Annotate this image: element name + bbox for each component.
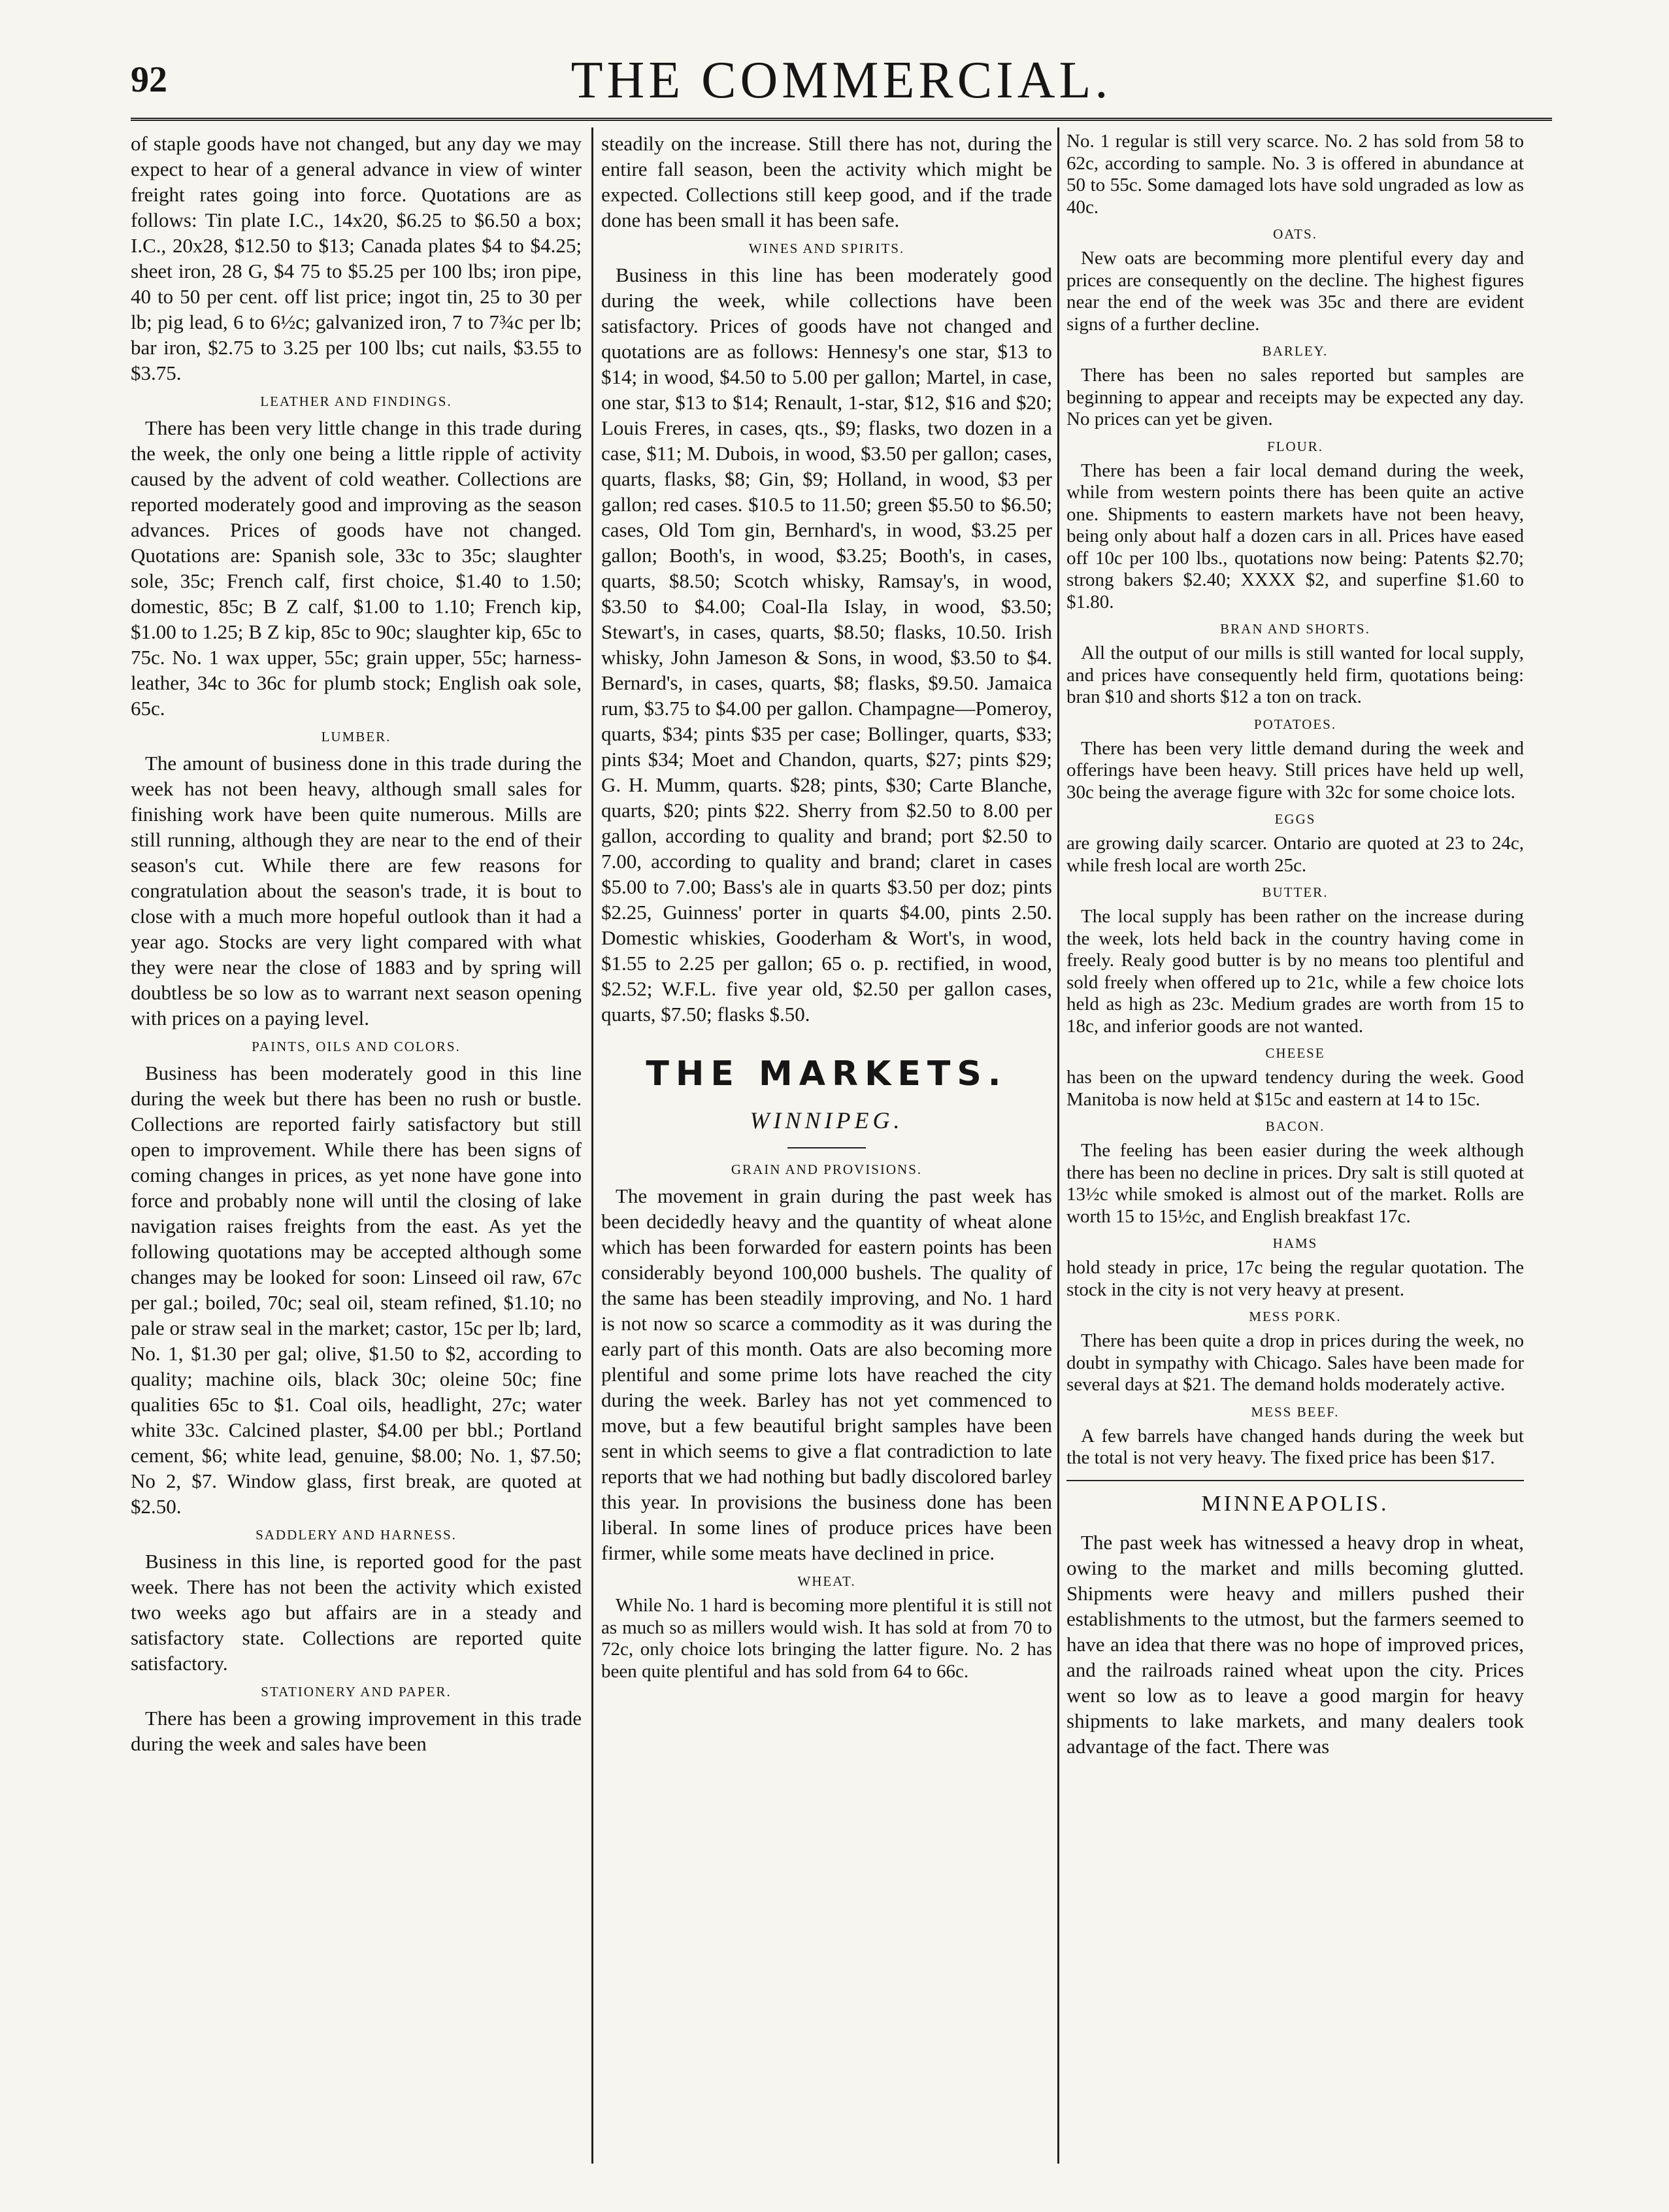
paragraph: steadily on the increase. Still there has not, during the entire fall season, been the activity which might be expected. Collections still keep good, and if the trade done has been small it has been safe.	[601, 132, 1052, 231]
paragraph: The movement in grain during the past week has been decidedly heavy and the quantity of wheat alone which has been forwarded for eastern points has been considerably beyond 100,000 bushels. The quality of the same has been steadily improving, and No. 1 hard is not now so scarce a commodity as it was during the early part of this month. Oats are also becoming more plentiful and some prime lots have reached the city during the week. Barley has not yet commenced to move, but a few beautiful bright samples have been sent in which seems to give a flat contradiction to late reports that we had nothing but badly discolored barley this year. In provisions the business done has been liberal. In some lines of produce prices have been firmer, while some meats have declined in price.	[601, 1184, 1052, 1564]
paragraph: Business in this line, is reported good for the past week. There has not been the activity which existed two weeks ago but affairs are in a steady and satisfactory state. Collections are reported quite satisfactory.	[131, 1550, 582, 1675]
paragraph: are growing daily scarcer. Ontario are quoted at 23 to 24c, while fresh local are worth 25c.	[1066, 833, 1524, 876]
section-heading: POTATOES.	[1253, 716, 1337, 732]
section-heading: BRAN AND SHORTS.	[1220, 621, 1370, 637]
section-heading: EGGS	[1274, 811, 1316, 827]
paragraph: There has been very little demand during the week and offerings have been heavy. Still prices have held up well, 30c being the average figure with 32c for some choice lots.	[1066, 737, 1524, 803]
column-1	[131, 131, 582, 2157]
paragraph: A few barrels have changed hands during the week but the total is not very heavy. The fixed price has been $17.	[1066, 1425, 1524, 1468]
paragraph: Business in this line has been moderately good during the week, while collections have been satisfactory. Prices of goods have not changed and quotations are as follows: Hennesy's one star, $13 to $14; in wood, $4.50 to 5.00 per gallon; Martel, in case, one star, $13 to $14; Renault, 1-star, $12, $16 and $20; Louis Freres, in cases, qts., $9; flasks, two dozen in a case, $11; M. Dubois, in wood, $3.50 per gallon; cases, quarts, flasks, $8; Gin, $9; Holland, in wood, $3 per gallon; red cases. $10.5 to 11.50; green $5.50 to $6.50; cases, Old Tom gin, Bernhard's, in wood, $3.25 per gallon; Booth's, in wood, $3.25; Booth's, in cases, quarts, $8.50; Scotch whisky, Ramsay's, in wood, $3.50 to $4.00; Coal-Ila Islay, in wood, $3.50; Stewart's, in cases, quarts, $8.50; flasks, 10.50. Irish whisky, John Jameson & Sons, in wood, $3.50 to $4. Bernard's, in cases, quarts, $8; flasks, $9.50. Jamaica rum, $3.75 to $4.00 per gallon. Champagne—Pomeroy, quarts, $34; pints $35 per case; Bollinger, quarts, $33; pints $34; Moet and Chandon, quarts, $27; pints $29; G. H. Mumm, quarts. $28; pints, $30; Carte Blanche, quarts, $20; pints $22. Sherry from $2.50 to 8.00 per gallon, according to quality and brand; port $2.50 to 7.00, according to quality and brand; claret in cases $5.00 to 7.00; Bass's ale in quarts $3.50 per doz; pints $2.25, Guinness' porter in quarts $4.00, pints 2.50. Domestic whiskies, Gooderham & Wort's, in wood, $1.55 to 2.25 per gallon; 65 o. p. rectified, in wood, $2.52; W.F.L. five year old, $2.50 per gallon cases, quarts, $7.50; flasks $.50.	[601, 263, 1052, 1026]
page-header	[131, 51, 1552, 110]
paragraph: The local supply has been rather on the increase during the week, lots held back in the country having come in freely. Realy good butter is by no means too plentiful and sold freely when offered up to 21c, while a few choice lots held as high as 23c. Medium grades are worth from 15 to 18c, and inferior goods are not wanted.	[1066, 906, 1524, 1037]
column-divider	[591, 127, 593, 2164]
section-heading: PAINTS, OILS AND COLORS.	[252, 1039, 461, 1054]
markets-heading: THE MARKETS.	[646, 1054, 1008, 1094]
section-heading: BACON.	[1265, 1118, 1325, 1134]
divider	[787, 1147, 866, 1148]
section-heading: LUMBER.	[321, 729, 391, 745]
paragraph: hold steady in price, 17c being the regular quotation. The stock in the city is not very heavy at present.	[1066, 1257, 1524, 1300]
publication-title: THE COMMERCIAL.	[570, 52, 1112, 109]
paragraph: The feeling has been easier during the week although there has been no decline in prices. Dry salt is still quoted at 13½c while smoked is almost out of the market. Rolls are worth 15 to 15½c, and English breakfast 17c.	[1066, 1140, 1524, 1227]
divider	[1066, 1480, 1524, 1481]
section-heading: LEATHER AND FINDINGS.	[260, 394, 452, 409]
paragraph: There has been no sales reported but samples are beginning to appear and receipts may be expected any day. No prices can yet be given.	[1066, 365, 1524, 429]
paragraph: There has been a growing improvement in this trade during the week and sales have been	[131, 1707, 582, 1755]
section-heading: HAMS	[1272, 1235, 1318, 1251]
paragraph: While No. 1 hard is becoming more plentiful it is still not as much so as millers would wish. It has sold at from 70 to 72c, only choice lots bringing the latter figure. No. 2 has been quite plentiful and has sold from 64 to 66c.	[601, 1595, 1052, 1682]
section-heading: FLOUR.	[1266, 438, 1324, 454]
section-heading: BUTTER.	[1262, 884, 1329, 900]
section-heading: BARLEY.	[1262, 343, 1329, 359]
section-heading: GRAIN AND PROVISIONS.	[731, 1162, 923, 1177]
paragraph: New oats are becomming more plentiful every day and prices are consequently on the decline. The highest figures near the end of the week was 35c and there are evident signs of a further decline.	[1066, 248, 1524, 335]
paragraph: has been on the upward tendency during the week. Good Manitoba is now held at $15c and eastern at 14 to 15c.	[1066, 1067, 1524, 1110]
paragraph: All the output of our mills is still wanted for local supply, and prices have consequently held firm, quotations being: bran $10 and shorts $12 a ton on track.	[1066, 643, 1524, 707]
paragraph: There has been very little change in this trade during the week, the only one being a little ripple of activity caused by the advent of cold weather. Collections are reported moderately good and improving as the season advances. Prices of goods have not changed. Quotations are: Spanish sole, 33c to 35c; slaughter sole, 35c; French calf, first choice, $1.40 to 1.50; domestic, 85c; B Z calf, $1.00 to 1.10; French kip, $1.00 to 1.25; B Z kip, 85c to 90c; slaughter kip, 65c to 75c. No. 1 wax upper, 55c; grain upper, 55c; harness-leather, 34c to 36c for plumb stock; English oak sole, 65c.	[131, 416, 582, 720]
section-heading: CHEESE	[1265, 1045, 1325, 1061]
section-heading: OATS.	[1273, 226, 1317, 242]
paragraph: No. 1 regular is still very scarce. No. 2 has sold from 58 to 62c, according to sample. No. 3 is offered in abundance at 50 to 55c. Some damaged lots have sold ungraded as low as 40c.	[1066, 131, 1524, 218]
section-heading: WHEAT.	[797, 1573, 856, 1589]
section-heading: MESS BEEF.	[1251, 1403, 1340, 1420]
paragraph: The amount of business done in this trade during the week has not been heavy, although small sales for finishing work have been quite numerous. Mills are still running, although they are near to the end of their season's cut. While there are few reasons for congratulation about the season's trade, it is bout to close with a much more hopeful outlook than it had a year ago. Stocks are very light compared with what they were near the close of 1883 and by spring will doubtless be so low as to warrant next season opening with prices on a paying level.	[131, 752, 582, 1030]
paragraph: of staple goods have not changed, but any day we may expect to hear of a general advance in view of winter freight rates going into force. Quotations are as follows: Tin plate I.C., 14x20, $6.25 to $6.50 a box; I.C., 20x28, $12.50 to $13; Canada plates $4 to $4.25; sheet iron, 28 G, $4 75 to $5.25 per 100 lbs; iron pipe, 40 to 50 per cent. off list price; ingot tin, 25 to 30 per lb; pig lead, 6 to 6½c; galvanized iron, 7 to 7¾c per lb; bar iron, $2.75 to 3.25 per 100 lbs; cut nails, $3.55 to $3.75.	[131, 132, 582, 384]
city-heading-winnipeg: WINNIPEG.	[750, 1107, 904, 1133]
section-heading: STATIONERY AND PAPER.	[261, 1684, 452, 1700]
paragraph: The past week has witnessed a heavy drop in wheat, owing to the market and mills becoming glutted. Shipments were heavy and millers pushed their establishments to the utmost, but the farmers seemed to have an idea that there was no hope of improved prices, and the railroads rained wheat upon the city. Prices went so low as to leave a good margin for heavy shipments to lake markets, and many dealers took advantage of the fact. There was	[1066, 1530, 1524, 1758]
column-2	[601, 131, 1052, 2157]
page-number: 92	[131, 59, 167, 100]
paragraph: Business has been moderately good in this line during the week but there has been no rush or bustle. Collections are reported fairly satisfactory but still open to improvement. While there has been signs of coming changes in prices, as yet none have gone into force and probably none will until the closing of lake navigation raises freights from the east. As yet the following quotations may be accepted although some changes may be looked for soon: Linseed oil raw, 67c per gal.; boiled, 70c; seal oil, steam refined, $1.10; no pale or straw seal in the market; castor, 15c per lb; lard, No. 1, $1.30 per gal; olive, $1.50 to $2, according to quality; machine oils, black 30c; oleine 50c; fine qualities 65c to $1. Coal oils, headlight, 27c; water white 33c. Calcined plaster, $4.00 per bbl.; Portland cement, $6; white lead, genuine, $8.00; No. 1, $7.50; No 2, $7. Window glass, first break, are quoted at $2.50.	[131, 1062, 582, 1518]
section-heading: MESS PORK.	[1249, 1309, 1342, 1324]
city-heading-minneapolis: MINNEAPOLIS.	[1201, 1491, 1389, 1516]
paragraph: There has been quite a drop in prices during the week, no doubt in sympathy with Chicago. Sales have been made for several days at $21. The demand holds moderately active.	[1066, 1330, 1524, 1395]
section-heading: SADDLERY AND HARNESS.	[256, 1527, 457, 1543]
header-rule	[131, 118, 1552, 121]
column-divider	[1057, 127, 1059, 2164]
section-heading: WINES AND SPIRITS.	[748, 241, 905, 256]
column-3	[1066, 131, 1524, 2157]
paragraph: There has been a fair local demand during the week, while from western points there has been quite an active one. Shipments to eastern markets have not been heavy, being only about half a dozen cars in all. Prices have eased off 10c per 100 lbs., quotations now being: Patents $2.70; strong bakers $2.40; XXXX $2, and superfine $1.60 to $1.80.	[1066, 460, 1524, 612]
